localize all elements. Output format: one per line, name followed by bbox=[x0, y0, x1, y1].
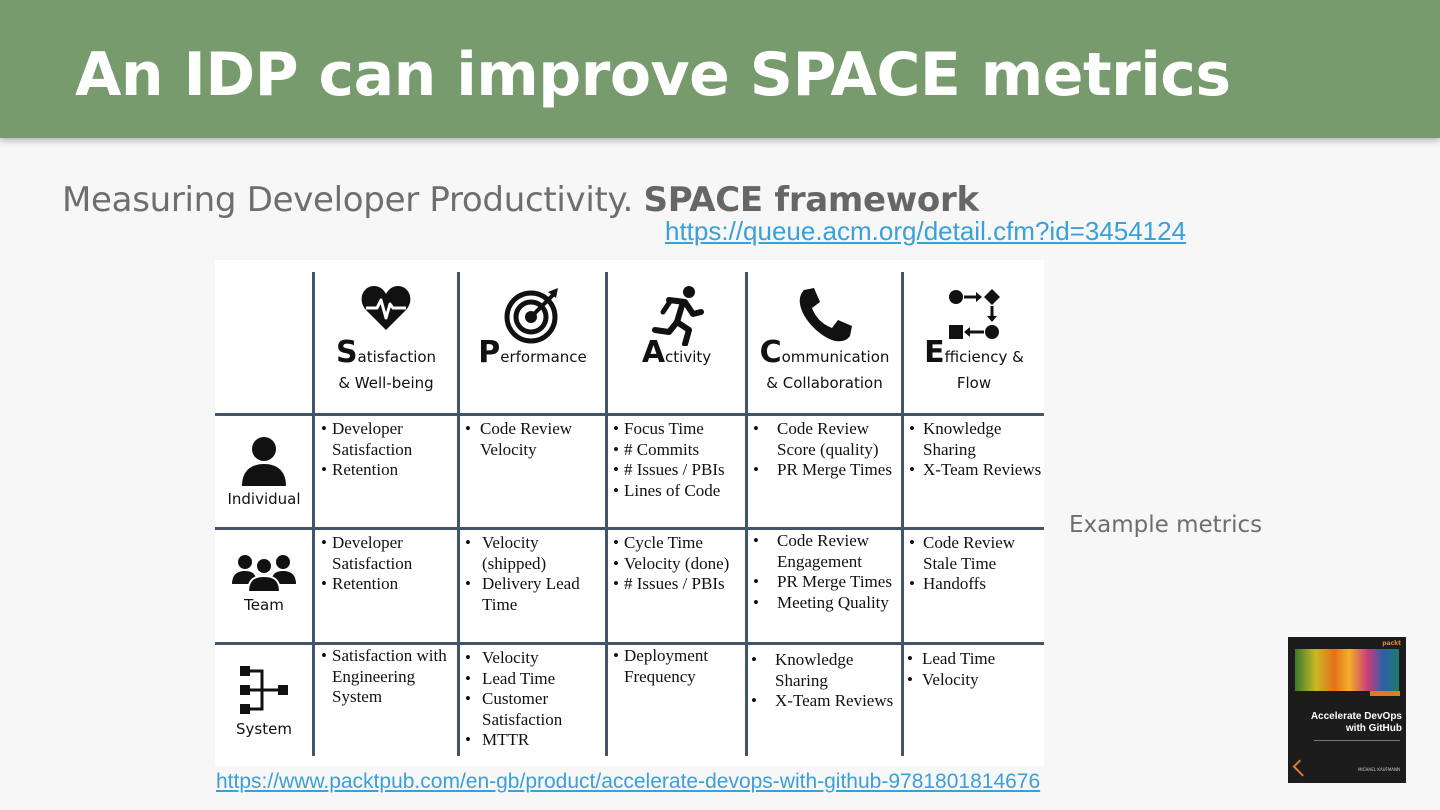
header-label: ommunication bbox=[781, 348, 890, 366]
slide-title: An IDP can improve SPACE metrics bbox=[75, 40, 1231, 110]
row-label-team bbox=[215, 552, 313, 614]
metric-item: • Deployment Frequency bbox=[613, 646, 745, 687]
flow-icon bbox=[948, 288, 1000, 342]
cell-individual-activity bbox=[613, 419, 745, 501]
cell-system-performance bbox=[465, 648, 601, 751]
metric-item: • Code Review Engagement bbox=[753, 531, 903, 572]
header-label-line2: & Well-being bbox=[338, 374, 434, 392]
publisher-logo: packt bbox=[1382, 640, 1401, 647]
metric-item: • Handoffs bbox=[909, 574, 1044, 595]
cell-system-communication bbox=[751, 650, 901, 712]
cell-system-activity bbox=[613, 646, 745, 687]
metric-item: • X-Team Reviews bbox=[909, 460, 1044, 481]
subtitle-bold: SPACE framework bbox=[643, 180, 979, 220]
header-cap: P bbox=[478, 335, 501, 370]
cover-art bbox=[1295, 649, 1399, 691]
slide-subtitle bbox=[62, 180, 979, 220]
header-label: ctivity bbox=[665, 348, 712, 366]
metric-item: • # Commits bbox=[613, 440, 745, 461]
row-label-system bbox=[215, 664, 313, 738]
metric-item: • PR Merge Times bbox=[753, 460, 903, 481]
cell-team-communication bbox=[753, 531, 903, 613]
book-author: MICHAEL KAUFMANN bbox=[1358, 767, 1400, 772]
metric-item: • Developer Satisfaction bbox=[321, 533, 457, 574]
header-communication bbox=[748, 260, 901, 415]
header-cap: S bbox=[335, 335, 358, 370]
book-cover[interactable] bbox=[1288, 637, 1406, 783]
metric-item: • Retention bbox=[321, 460, 457, 481]
book-title-line1: Accelerate DevOps bbox=[1310, 711, 1402, 722]
book-title bbox=[1288, 711, 1402, 735]
book-title-line2: with GitHub bbox=[1345, 723, 1402, 734]
cell-team-satisfaction bbox=[321, 533, 457, 595]
subtitle-regular: Measuring Developer Productivity. bbox=[62, 180, 644, 220]
metric-item: • Focus Time bbox=[613, 419, 745, 440]
cell-system-satisfaction bbox=[321, 646, 457, 708]
metric-item: • Velocity bbox=[465, 648, 601, 669]
metric-item: • Customer Satisfaction bbox=[465, 689, 601, 730]
metric-item: • PR Merge Times bbox=[753, 572, 903, 593]
metric-item: • Lines of Code bbox=[613, 481, 745, 502]
header-satisfaction bbox=[315, 260, 457, 415]
header-activity bbox=[608, 260, 745, 415]
packt-link[interactable]: https://www.packtpub.com/en-gb/product/accelerate-devops-with-github-9781801814676 bbox=[216, 770, 1041, 793]
metric-item: • Velocity bbox=[907, 670, 1042, 691]
metric-item: • # Issues / PBIs bbox=[613, 574, 745, 595]
cell-team-performance bbox=[465, 533, 601, 615]
person-icon bbox=[240, 436, 288, 486]
side-caption: Example metrics bbox=[1069, 512, 1263, 538]
metric-item: • Retention bbox=[321, 574, 457, 595]
metric-item: • Velocity (done) bbox=[613, 554, 745, 575]
metric-item: • Cycle Time bbox=[613, 533, 745, 554]
cell-team-efficiency bbox=[909, 533, 1044, 595]
metric-item: • # Issues / PBIs bbox=[613, 460, 745, 481]
header-label: atisfaction bbox=[357, 348, 437, 366]
header-performance bbox=[460, 260, 605, 415]
header-cap: A bbox=[641, 335, 666, 370]
metric-item: • Meeting Quality bbox=[753, 593, 903, 614]
header-cap: C bbox=[759, 335, 782, 370]
cover-accent-bar bbox=[1370, 691, 1400, 696]
header-label-line2: Flow bbox=[956, 374, 992, 392]
metric-item: • Delivery Lead Time bbox=[465, 574, 601, 615]
metric-item: • Code Review Velocity bbox=[465, 419, 605, 460]
row-label-text: Individual bbox=[227, 490, 301, 508]
metric-item: • Velocity (shipped) bbox=[465, 533, 601, 574]
metric-item: • Code Review Stale Time bbox=[909, 533, 1044, 574]
header-label: erformance bbox=[500, 348, 587, 366]
cell-system-efficiency bbox=[907, 649, 1042, 690]
heart-pulse-icon bbox=[360, 284, 412, 332]
packt-mark-icon bbox=[1293, 760, 1310, 777]
space-framework-table bbox=[215, 260, 1044, 766]
cell-team-activity bbox=[613, 533, 745, 595]
system-icon bbox=[238, 664, 290, 716]
cover-rule bbox=[1314, 740, 1400, 754]
target-icon bbox=[504, 286, 562, 344]
metric-item: • Knowledge Sharing bbox=[909, 419, 1044, 460]
metric-item: • Lead Time bbox=[907, 649, 1042, 670]
row-label-text: Team bbox=[244, 596, 284, 614]
header-cap: E bbox=[924, 335, 945, 370]
cell-individual-satisfaction bbox=[321, 419, 457, 481]
cell-individual-performance bbox=[465, 419, 605, 460]
row-label-individual bbox=[215, 436, 313, 508]
row-label-text: System bbox=[236, 720, 292, 738]
cell-individual-efficiency bbox=[909, 419, 1044, 481]
header-label: fficiency & bbox=[944, 348, 1024, 366]
header-label-line2: & Collaboration bbox=[766, 374, 883, 392]
metric-item: • Satisfaction with Engineering System bbox=[321, 646, 457, 708]
metric-item: • Developer Satisfaction bbox=[321, 419, 457, 460]
team-icon bbox=[232, 552, 296, 592]
metric-item: • Code Review Score (quality) bbox=[753, 419, 903, 460]
metric-item: • MTTR bbox=[465, 730, 601, 751]
metric-item: • Knowledge Sharing bbox=[751, 650, 901, 691]
cell-individual-communication bbox=[753, 419, 903, 481]
grid-line bbox=[215, 642, 1044, 645]
phone-icon bbox=[796, 286, 854, 344]
grid-line bbox=[215, 527, 1044, 530]
acm-link[interactable]: https://queue.acm.org/detail.cfm?id=3454124 bbox=[665, 216, 1187, 246]
metric-item: • X-Team Reviews bbox=[751, 691, 901, 712]
metric-item: • Lead Time bbox=[465, 669, 601, 690]
header-efficiency bbox=[904, 260, 1044, 415]
